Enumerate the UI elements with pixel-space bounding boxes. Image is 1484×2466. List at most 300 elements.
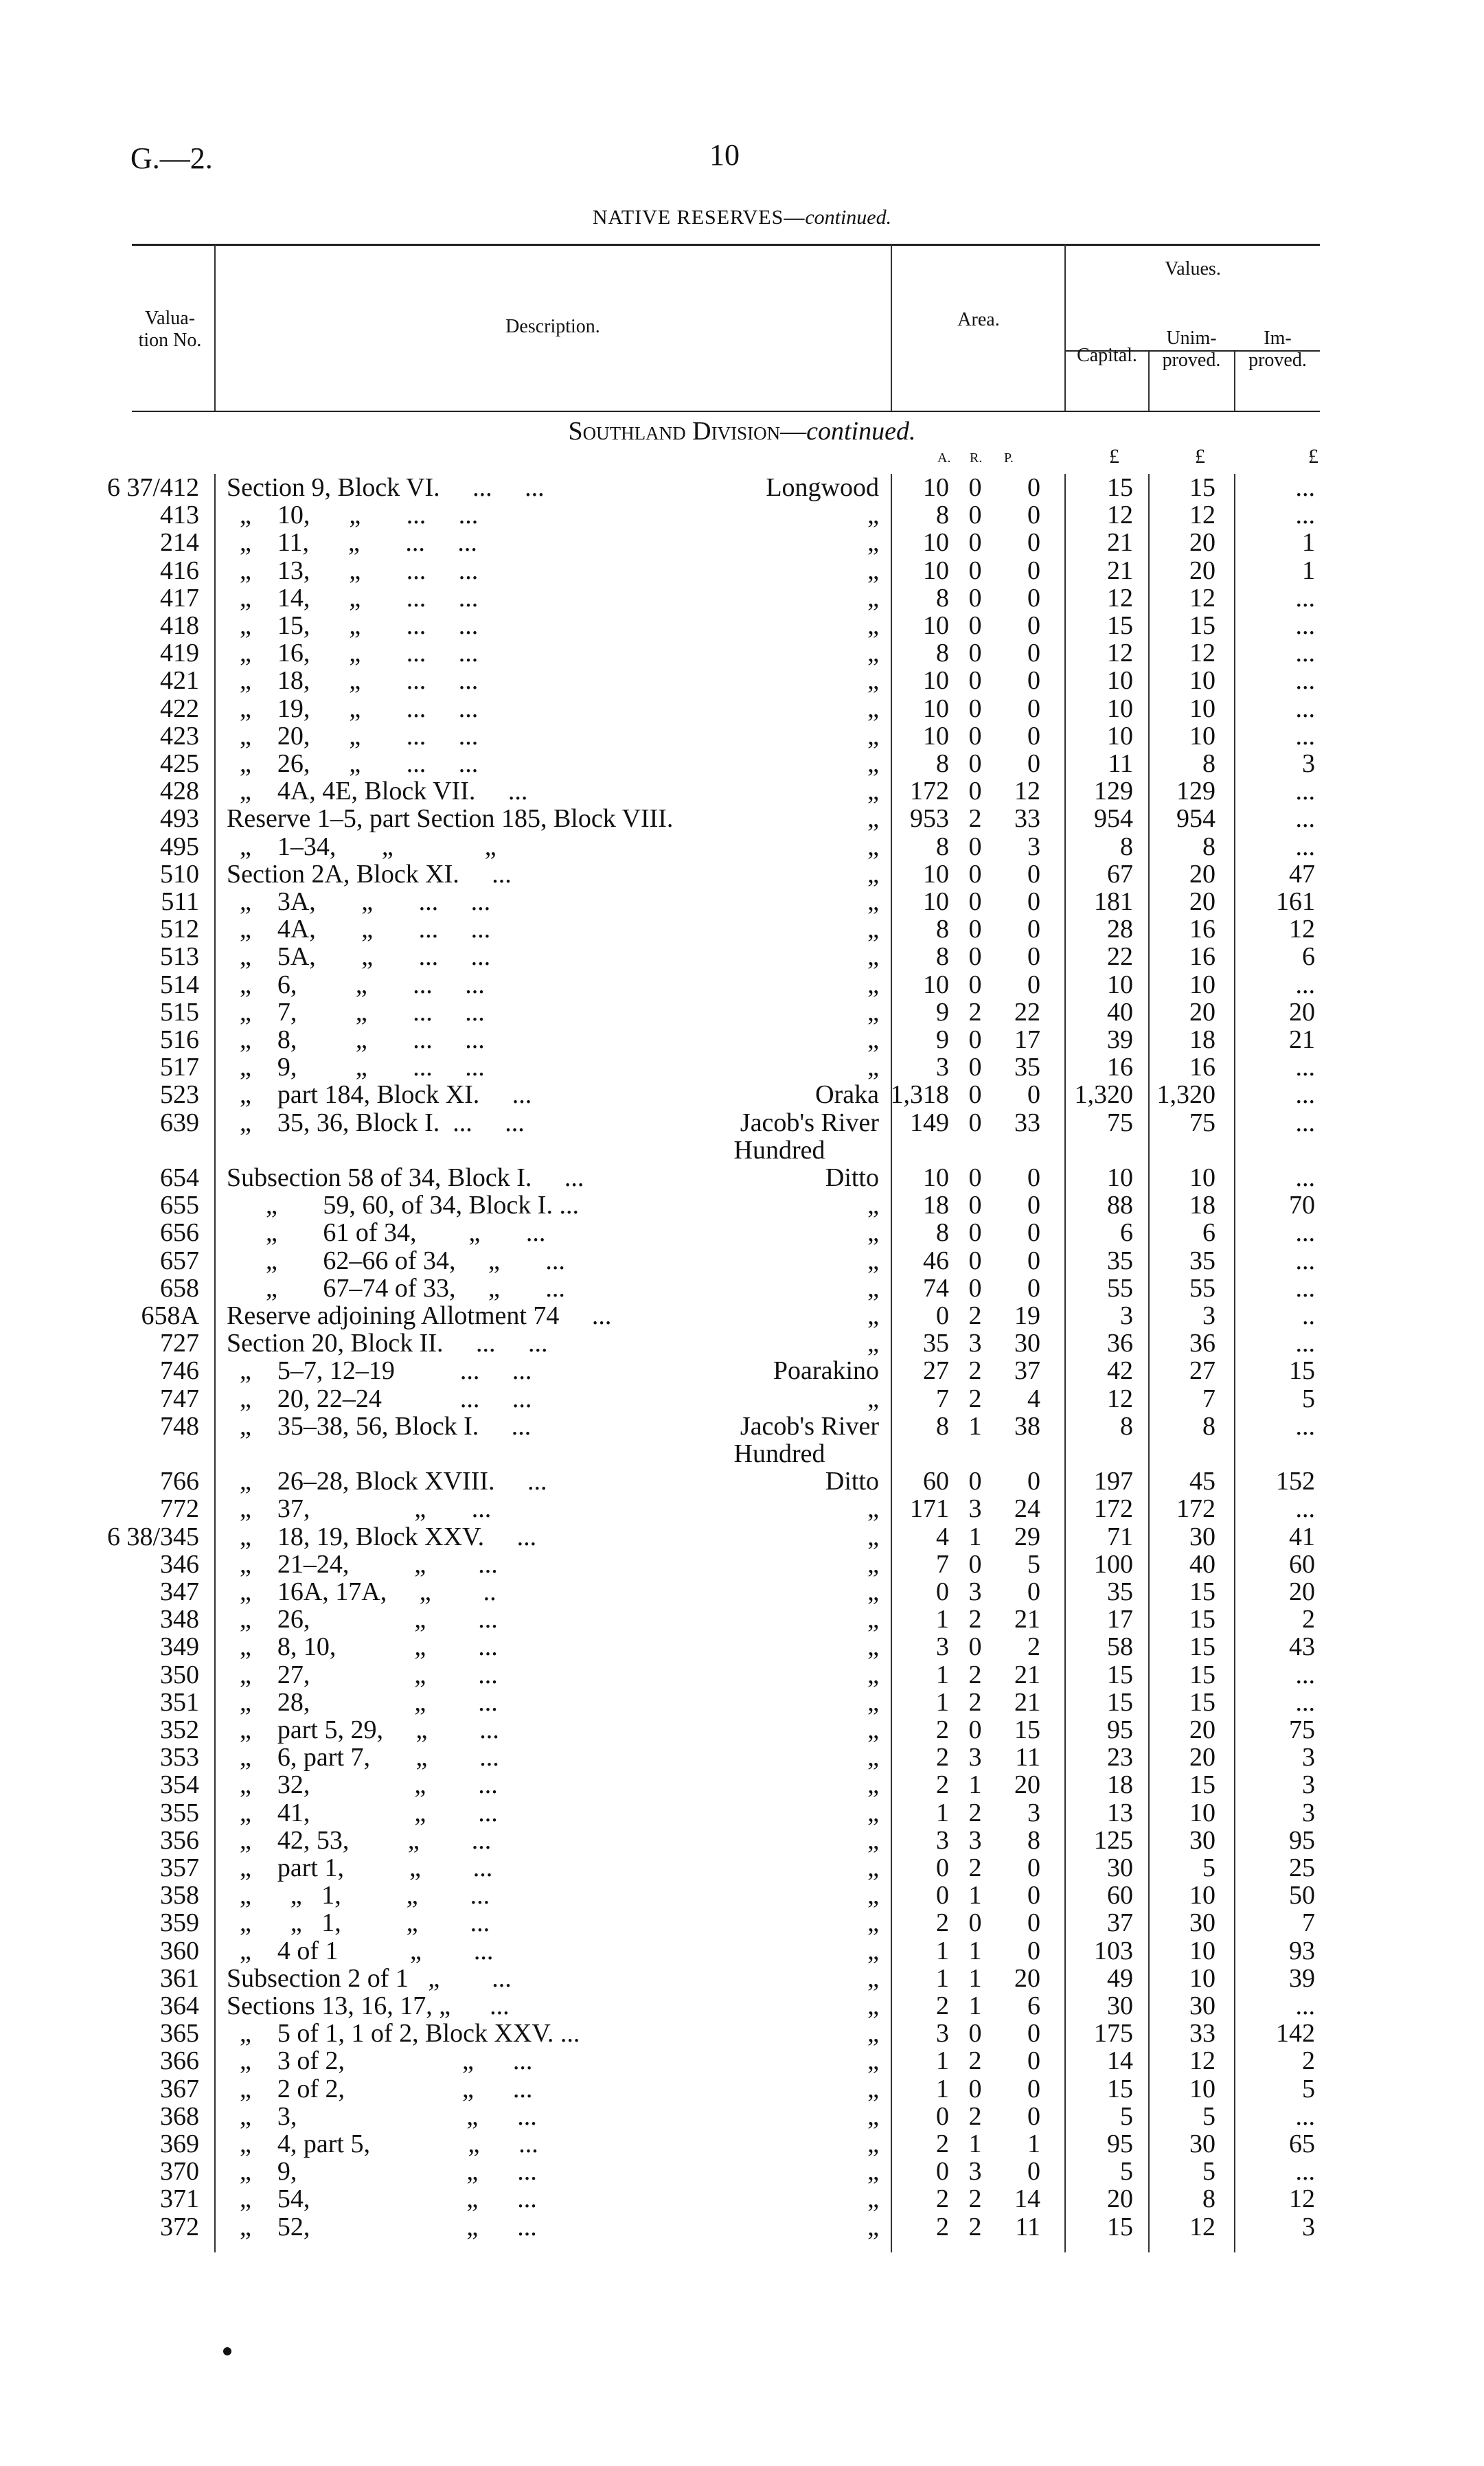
unimproved-value: 55 [1189,1274,1215,1303]
improved-value: ... [1295,694,1315,723]
valuation-no: 654 [160,1163,199,1192]
acres: 8 [936,639,949,667]
acres: 2 [936,1770,949,1799]
description: „ 9, „ ... ... [227,1053,485,1082]
description: „ „ 1, „ ... [227,1908,490,1937]
perches: 37 [1014,1356,1040,1385]
roods: 2 [968,1799,982,1827]
unimproved-value: 15 [1189,611,1215,640]
acres: 10 [923,1163,949,1192]
table-row [0,1081,1484,1108]
locality: „ [867,1494,879,1523]
locality: „ [867,501,879,529]
roods: 0 [968,473,982,502]
locality: „ [867,722,879,751]
unimproved-value: 15 [1189,1660,1215,1689]
unimproved-value: 10 [1189,1881,1215,1910]
unimproved-value: 10 [1189,1799,1215,1827]
capital-value: 16 [1107,1053,1133,1082]
acres: 2 [936,2213,949,2241]
improved-value: ... [1295,970,1315,999]
valuation-no: 657 [160,1246,199,1275]
roods: 2 [968,2213,982,2241]
table-row [0,1385,1484,1413]
roods: 0 [968,777,982,806]
perches: 2 [1027,1632,1040,1661]
acres: 10 [923,722,949,751]
unimproved-value: 45 [1189,1467,1215,1496]
description: Section 20, Block II. ... ... [227,1329,548,1358]
acres: 8 [936,832,949,861]
roods: 0 [968,1908,982,1937]
description: Subsection 58 of 34, Block I. ... [227,1163,584,1192]
table-row [0,1357,1484,1384]
perches: 0 [1027,970,1040,999]
locality: „ [867,1191,879,1220]
roods: 2 [968,1605,982,1634]
roods: 2 [968,2046,982,2075]
document-reference: G.—2. [130,141,213,175]
acres: 0 [936,2157,949,2186]
table-row [0,1551,1484,1578]
roods: 0 [968,1053,982,1082]
valuation-no: 425 [160,749,199,778]
locality: „ [867,584,879,613]
unimproved-value: 20 [1189,1743,1215,1772]
improved-value: 3 [1302,1799,1315,1827]
roods: 0 [968,915,982,944]
perches: 33 [1014,1108,1040,1137]
acres: 10 [923,694,949,723]
unimproved-value: 6 [1202,1218,1215,1247]
header-improved: Im- proved. [1248,328,1307,371]
perches: 0 [1027,473,1040,502]
acres: 172 [910,777,949,806]
improved-value: 3 [1302,2213,1315,2241]
description: „ 37, „ ... [227,1494,492,1523]
table-row [0,667,1484,694]
capital-value: 10 [1107,694,1133,723]
valuation-no: 772 [160,1494,199,1523]
description: „ 6, part 7, „ ... [227,1743,499,1772]
improved-value: 41 [1289,1522,1315,1551]
table-row [0,998,1484,1026]
improved-value: ... [1295,584,1315,613]
valuation-no: 417 [160,584,199,613]
description: „ part 1, „ ... [227,1853,493,1882]
locality: „ [867,1743,879,1772]
valuation-no: 368 [160,2102,199,2131]
unimproved-value: 15 [1189,1577,1215,1606]
header-description: Description. [505,316,600,337]
capital-value: 12 [1107,584,1133,613]
perches: 0 [1027,1881,1040,1910]
table-row [0,1275,1484,1302]
capital-value: 88 [1107,1191,1133,1220]
table-row [0,584,1484,612]
valuation-no: 428 [160,777,199,806]
locality: „ [867,666,879,695]
description: „ 5–7, 12–19 ... ... [227,1356,532,1385]
unimproved-value: 16 [1189,915,1215,944]
valuation-no: 495 [160,832,199,861]
locality: „ [867,1881,879,1910]
table-row [0,1247,1484,1275]
description: „ 26, „ ... [227,1605,498,1634]
locality: „ [867,2075,879,2103]
description: „ 5A, „ ... ... [227,942,491,971]
table-row [0,860,1484,888]
unimproved-value: 16 [1189,1053,1215,1082]
improved-value: 12 [1289,915,1315,944]
valuation-no: 517 [160,1053,199,1082]
locality: „ [867,1550,879,1579]
improved-value: ... [1295,2157,1315,2186]
improved-value: ... [1295,666,1315,695]
description: „ 41, „ ... [227,1799,498,1827]
perches: 0 [1027,666,1040,695]
roods: 0 [968,1218,982,1247]
table-row [0,639,1484,667]
perches: 0 [1027,694,1040,723]
improved-value: ... [1295,1163,1315,1192]
capital-value: 35 [1107,1246,1133,1275]
description: „ 19, „ ... ... [227,694,479,723]
improved-value: ... [1295,1494,1315,1523]
capital-value: 10 [1107,970,1133,999]
acres: 1 [936,1660,949,1689]
perches: 3 [1027,832,1040,861]
roods: 0 [968,2019,982,2048]
description: Sections 13, 16, 17, „ ... [227,1991,510,2020]
improved-value: 152 [1276,1467,1315,1496]
capital-value: 10 [1107,722,1133,751]
perches: 0 [1027,2046,1040,2075]
table-row [0,1937,1484,1965]
locality: „ [867,832,879,861]
unimproved-value: 12 [1189,639,1215,667]
table-row [0,1468,1484,1495]
acres: 2 [936,1715,949,1744]
improved-value: 12 [1289,2184,1315,2213]
acres: 2 [936,2184,949,2213]
valuation-no: 423 [160,722,199,751]
valuation-no: 364 [160,1991,199,2020]
perches: 0 [1027,1218,1040,1247]
capital-value: 15 [1107,611,1133,640]
description: „ 42, 53, „ ... [227,1826,492,1855]
acres: 27 [923,1356,949,1385]
valuation-no: 413 [160,501,199,529]
description: „ 16A, 17A, „ .. [227,1577,496,1606]
roods: 2 [968,1688,982,1717]
table-row [0,1164,1484,1191]
unimproved-value: 10 [1189,970,1215,999]
improved-value: 39 [1289,1964,1315,1993]
roods: 0 [968,501,982,529]
table-row [0,1191,1484,1219]
acres: 1 [936,2075,949,2103]
acres: 10 [923,970,949,999]
locality: „ [867,749,879,778]
description: Section 9, Block VI. ... ... [227,473,545,502]
locality: „ [867,1853,879,1882]
valuation-no: 418 [160,611,199,640]
capital-value: 60 [1107,1881,1133,1910]
roods: 0 [968,1163,982,1192]
improved-value: ... [1295,611,1315,640]
unimproved-value: 18 [1189,1191,1215,1220]
roods: 0 [968,749,982,778]
improved-value: ... [1295,1053,1315,1082]
unimproved-value: 5 [1202,2157,1215,2186]
table-row [0,1026,1484,1053]
valuation-no: 766 [160,1467,199,1496]
perches: 0 [1027,1246,1040,1275]
description: „ 11, „ ... ... [227,528,477,557]
locality: „ [867,1605,879,1634]
capital-value: 15 [1107,1688,1133,1717]
unimproved-value: 10 [1189,722,1215,751]
table-row [0,1495,1484,1522]
capital-value: 95 [1107,1715,1133,1744]
description: „ 18, „ ... ... [227,666,479,695]
table-row [0,1799,1484,1827]
perches: 35 [1014,1053,1040,1082]
perches: 0 [1027,2102,1040,2131]
acres: 0 [936,2102,949,2131]
locality: Ditto [825,1163,879,1192]
capital-value: 21 [1107,556,1133,585]
valuation-no: 658 [160,1274,199,1303]
perches: 1 [1027,2130,1040,2158]
acres: 1 [936,1605,949,1634]
perches: 0 [1027,887,1040,916]
table-row [0,1633,1484,1660]
table-row [0,474,1484,501]
perches: 22 [1014,998,1040,1027]
table-row [0,1137,1484,1164]
capital-value: 58 [1107,1632,1133,1661]
improved-value: .. [1302,1301,1315,1330]
description: „ 32, „ ... [227,1770,498,1799]
roods: 3 [968,1577,982,1606]
improved-value: ... [1295,1218,1315,1247]
acres: 9 [936,998,949,1027]
capital-value: 5 [1120,2102,1133,2131]
table-row [0,1965,1484,1992]
perches: 0 [1027,1577,1040,1606]
roods: 0 [968,942,982,971]
improved-value: 3 [1302,1743,1315,1772]
locality: „ [867,1274,879,1303]
improved-value: ... [1295,1991,1315,2020]
locality: „ [867,970,879,999]
table-row [0,943,1484,970]
locality: „ [867,860,879,889]
acres: 10 [923,887,949,916]
roods: 2 [968,2184,982,2213]
capital-value: 3 [1120,1301,1133,1330]
capital-value: 6 [1120,1218,1133,1247]
improved-value: 25 [1289,1853,1315,1882]
table-row [0,971,1484,998]
description: „ 13, „ ... ... [227,556,479,585]
perches: 24 [1014,1494,1040,1523]
perches: 0 [1027,1467,1040,1496]
roods: 3 [968,1494,982,1523]
capital-value: 22 [1107,942,1133,971]
roods: 0 [968,1715,982,1744]
locality: „ [867,1826,879,1855]
improved-value: 20 [1289,998,1315,1027]
capital-value: 10 [1107,1163,1133,1192]
description: „ 62–66 of 34, „ ... [227,1246,565,1275]
locality: „ [867,2184,879,2213]
capital-value: 23 [1107,1743,1133,1772]
roods: 1 [968,1522,982,1551]
unimproved-value: 3 [1202,1301,1215,1330]
perches: 0 [1027,584,1040,613]
roods: 0 [968,1632,982,1661]
description: „ 61 of 34, „ ... [227,1218,546,1247]
perches: 0 [1027,1937,1040,1965]
valuation-no: 350 [160,1660,199,1689]
acres: 8 [936,501,949,529]
description: „ 2 of 2, „ ... [227,2075,533,2103]
improved-value: 7 [1302,1908,1315,1937]
valuation-no: 355 [160,1799,199,1827]
unimproved-value: 33 [1189,2019,1215,2048]
acres: 10 [923,473,949,502]
valuation-no: 746 [160,1356,199,1385]
table-row [0,777,1484,805]
acres: 3 [936,2019,949,2048]
table-row [0,1606,1484,1633]
perches: 0 [1027,1853,1040,1882]
capital-value: 30 [1107,1991,1133,2020]
valuation-no: 357 [160,1853,199,1882]
table-row [0,2047,1484,2075]
locality: „ [867,556,879,585]
roods: 0 [968,528,982,557]
acres: 8 [936,584,949,613]
acres: 8 [936,915,949,944]
unimproved-value: 20 [1189,1715,1215,1744]
improved-value: 70 [1289,1191,1315,1220]
perches: 33 [1014,804,1040,833]
unimproved-value: 5 [1202,1853,1215,1882]
locality: „ [867,942,879,971]
locality: Hundred [733,1439,825,1468]
description: „ 28, „ ... [227,1688,498,1717]
acres: 0 [936,1577,949,1606]
acres: 60 [923,1467,949,1496]
unimproved-value: 30 [1189,2130,1215,2158]
roods: 0 [968,887,982,916]
capital-value: 8 [1120,832,1133,861]
locality: Poarakino [773,1356,879,1385]
valuation-no: 655 [160,1191,199,1220]
acres: 7 [936,1384,949,1413]
unimproved-value: 18 [1189,1025,1215,1054]
perches: 29 [1014,1522,1040,1551]
capital-value: 42 [1107,1356,1133,1385]
acres: 171 [910,1494,949,1523]
description: „ 3, „ ... [227,2102,537,2131]
unimproved-value: 8 [1202,1412,1215,1441]
description: „ 67–74 of 33, „ ... [227,1274,565,1303]
table-row [0,1329,1484,1357]
description: „ 54, „ ... [227,2184,537,2213]
perches: 21 [1014,1605,1040,1634]
capital-value: 67 [1107,860,1133,889]
perches: 15 [1014,1715,1040,1744]
locality: „ [867,1908,879,1937]
perches: 4 [1027,1384,1040,1413]
perches: 14 [1014,2184,1040,2213]
perches: 8 [1027,1826,1040,1855]
table-row [0,612,1484,639]
description: Reserve adjoining Allotment 74 ... [227,1301,612,1330]
perches: 0 [1027,942,1040,971]
perches: 0 [1027,722,1040,751]
valuation-no: 214 [160,528,199,557]
roods: 1 [968,1937,982,1965]
acres: 149 [910,1108,949,1137]
perches: 0 [1027,501,1040,529]
valuation-no: 748 [160,1412,199,1441]
acres: 18 [923,1191,949,1220]
description: „ 8, 10, „ ... [227,1632,498,1661]
description: „ 3 of 2, „ ... [227,2046,533,2075]
valuation-no: 361 [160,1964,199,1993]
table-row [0,1661,1484,1689]
locality: Jacob's River [740,1108,879,1137]
valuation-no: 639 [160,1108,199,1137]
valuation-no: 347 [160,1577,199,1606]
unimproved-value: 15 [1189,1770,1215,1799]
unimproved-value: 30 [1189,1522,1215,1551]
locality: „ [867,694,879,723]
locality: „ [867,1384,879,1413]
capital-value: 175 [1094,2019,1133,2048]
locality: „ [867,777,879,806]
unimproved-value: 5 [1202,2102,1215,2131]
acres: 8 [936,942,949,971]
capital-value: 35 [1107,1577,1133,1606]
table-row [0,1578,1484,1606]
roods: 2 [968,1853,982,1882]
valuation-no: 349 [160,1632,199,1661]
improved-value: 50 [1289,1881,1315,1910]
locality: Oraka [815,1080,879,1109]
unimproved-value: 20 [1189,528,1215,557]
locality: „ [867,998,879,1027]
locality: Longwood [766,473,879,502]
unimproved-value: 172 [1176,1494,1215,1523]
valuation-no: 353 [160,1743,199,1772]
acres: 7 [936,1550,949,1579]
perches: 12 [1014,777,1040,806]
unimproved-value: 8 [1202,2184,1215,2213]
table-row [0,750,1484,777]
locality: „ [867,639,879,667]
description: „ 16, „ ... ... [227,639,479,667]
unimproved-value: 12 [1189,584,1215,613]
locality: „ [867,1577,879,1606]
roods: 0 [968,970,982,999]
